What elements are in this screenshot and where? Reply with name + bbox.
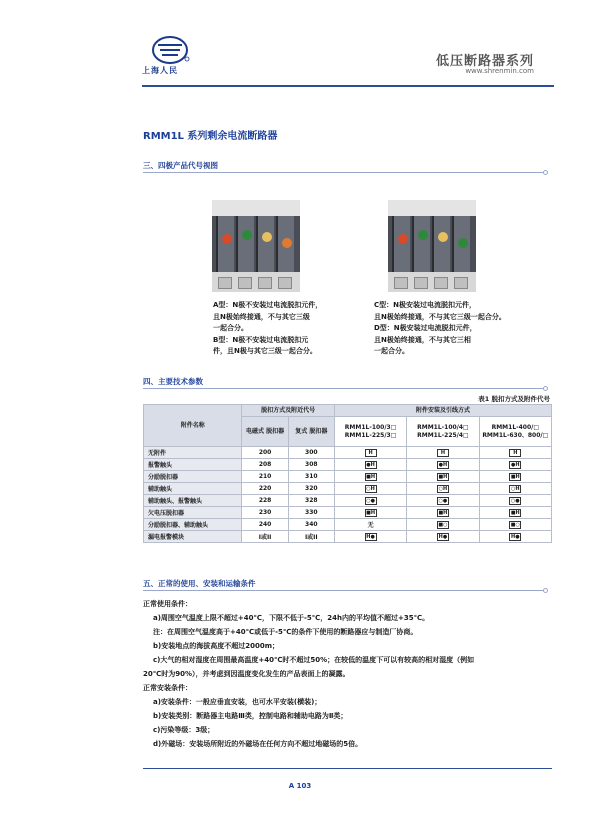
wiring-icon: ○H [438,485,448,492]
section-divider [143,172,545,173]
table-row: 辅助触头、报警触头 228 328 ○● ○● ○● [144,495,552,507]
wiring-icon: ■H [366,509,376,516]
paragraph: b)安装地点的海拔高度不超过2000m； [153,642,279,650]
wiring-icon: ■H [510,509,520,516]
table-row: 欠电压脱扣器 230 330 ■H ■H ■H [144,507,552,519]
wiring-icon: ■H [438,509,448,516]
wiring-icon: H [509,449,521,457]
wiring-icon: H● [438,533,448,540]
wiring-icon: ○● [438,497,448,504]
divider-dot [543,170,548,175]
logo-text: 上海人民 [142,66,178,75]
wiring-icon: H [365,449,377,457]
table-caption: 表1 脱扣方式及附件代号 [478,395,550,403]
wiring-icon: ○● [366,497,375,504]
paragraph: d)外磁场：安装场所附近的外磁场在任何方向不超过地磁场的5倍。 [153,740,363,748]
paragraph: c)污染等级：3级； [153,726,215,734]
wiring-icon: ■H [510,473,520,480]
col-header-name: 附件名称 [144,405,242,447]
wiring-icon: ○H [366,485,375,492]
wiring-icon: ●H [366,461,375,468]
table-row: 报警触头 208 308 ●H ●H ●H [144,459,552,471]
breaker-photo-a [212,200,300,292]
wiring-icon: ■○ [510,521,520,528]
col-header-install-group: 附件安装及引线方式 [334,405,551,417]
section-divider [143,590,545,591]
divider-dot [543,386,548,391]
col-header-model-1: RMM1L-100/3□ RMM1L-225/3□ [334,417,406,447]
table-row: 分励脱扣器 210 310 ■H ■H ■H [144,471,552,483]
section-4-heading: 四、主要技术参数 [143,377,203,386]
wiring-icon: ■○ [438,521,448,528]
wiring-icon: ●H [511,461,520,468]
page-number: A 103 [288,782,312,790]
wiring-icon: H● [511,533,520,540]
conditions-text [143,597,553,751]
paragraph: a)安装条件：一般应垂直安装，也可水平安装(横装)； [153,698,322,706]
section-5-heading: 五、正常的使用、安装和运输条件 [143,579,256,588]
col-header-model-2: RMM1L-100/4□ RMM1L-225/4□ [407,417,479,447]
table-row: 辅助触头 220 320 ○H ○H ○H [144,483,552,495]
breaker-photo-c [388,200,476,292]
col-header-electromagnetic: 电磁式 脱扣器 [242,417,288,447]
footer-divider [143,768,552,769]
col-header-model-3: RMM1L-400/□ RMM1L-630、800/□ [479,417,551,447]
col-header-code-group: 脱扣方式及附近代号 [242,405,334,417]
wiring-icon: ○● [510,497,520,504]
table-row: 漏电报警模块 I或II I或II H● H● H● [144,531,552,543]
paragraph: 正常安装条件： [143,684,192,692]
series-title: 低压断路器系列 [435,54,534,69]
paragraph: a)周围空气温度上限不超过+40℃，下限不低于-5℃，24h内的平均值不超过+35℃。 [153,614,430,622]
section-divider [143,388,545,389]
wiring-icon: ■H [366,473,376,480]
wiring-icon: ○H [511,485,520,492]
section-3-heading: 三、四极产品代号视图 [143,161,218,170]
divider-dot [543,588,548,593]
paragraph: b)安装类别：断路器主电路Ⅲ类，控制电路和辅助电路为Ⅱ类； [153,712,348,720]
table-row: 无附件 200 300 H H H [144,447,552,459]
wiring-icon: ■H [438,473,448,480]
accessory-code-table [143,404,552,543]
caption-type-cd: C型：N极安装过电流脱扣元件， 且N极始终接通，不与其它三级一起合分。 D型：N极安装过电流脱扣元件， 且N极始终接通，不与其它三相 一起合分。 [374,301,506,355]
col-header-compound: 复式 脱扣器 [288,417,334,447]
wiring-icon: H [437,449,449,457]
header-divider [142,85,554,87]
paragraph: 20℃时为90%），并考虑到因温度变化发生的产品表面上的凝露。 [143,670,350,678]
caption-type-ab: A型：N极不安装过电流脱扣元件， 且N极始终接通，不与其它三级 一起合分。 B型：N极不安装过电流脱扣元 件，且N极与其它三级一起合分。 [213,301,323,355]
paragraph: 正常使用条件： [143,600,192,608]
paragraph: c)大气的相对湿度在周围最高温度+40℃时不超过50%；在较低的温度下可以有较高的相对湿度（例如 [153,656,475,664]
wiring-icon: H● [366,533,375,540]
wiring-icon: ●H [438,461,448,468]
document-title: RMM1L 系列剩余电流断路器 [143,131,278,142]
website-url: www.shrenmin.com [465,67,534,75]
table-row: 分励脱扣器、辅助触头 240 340 无 ■○ ■○ [144,519,552,531]
paragraph: 注：在周围空气温度高于+40℃或低于-5℃的条件下使用的断路器应与制造厂协商。 [153,628,418,636]
